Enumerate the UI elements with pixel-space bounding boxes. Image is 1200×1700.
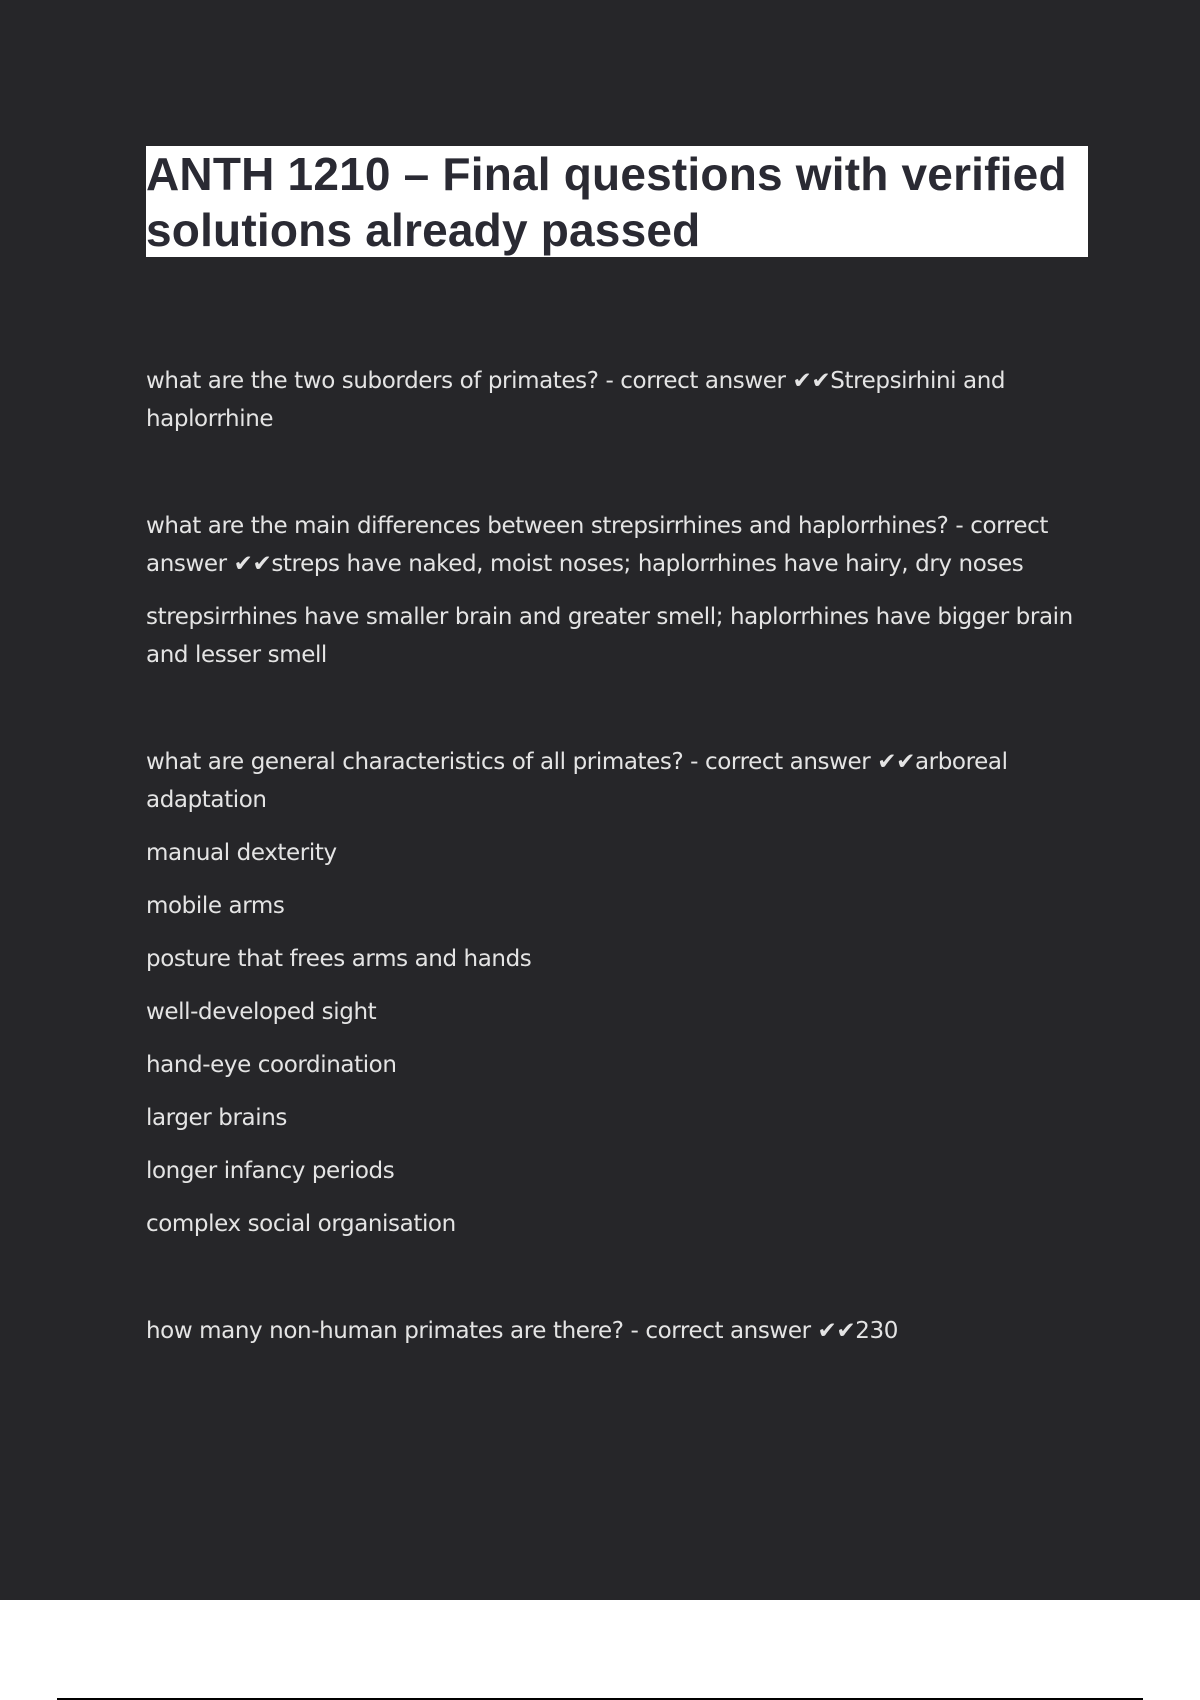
paragraph-gap <box>146 583 1092 598</box>
title-box <box>146 146 1088 257</box>
answer-list-item: well-developed sight <box>146 999 377 1025</box>
document-title: ANTH 1210 – Final questions with verified solutions already passed <box>146 148 1067 256</box>
section-gap <box>146 1243 1092 1312</box>
section-gap <box>146 438 1092 507</box>
qa-answer-continuation: strepsirrhines have smaller brain and greater smell; haplorrhines have bigger brain and lesser smell <box>146 604 1073 668</box>
qa-item-2 <box>146 507 1092 674</box>
answer-list-item: manual dexterity <box>146 840 337 866</box>
answer-list-item: hand-eye coordination <box>146 1052 397 1078</box>
answer-list-item: posture that frees arms and hands <box>146 946 532 972</box>
answer-list-item: mobile arms <box>146 893 285 919</box>
qa-question-answer: how many non-human primates are there? - correct answer ✔✔230 <box>146 1318 898 1344</box>
qa-item-4 <box>146 1312 1092 1350</box>
qa-item-1 <box>146 362 1092 438</box>
qa-question-answer: what are the main differences between strepsirrhines and haplorrhines? - correct answer ✔✔streps have naked, moist noses; haplorrhines have hairy, dry noses <box>146 513 1048 577</box>
qa-question-answer: what are general characteristics of all primates? - correct answer ✔✔arboreal adaptation <box>146 749 1008 813</box>
answer-list-item: larger brains <box>146 1105 287 1131</box>
qa-item-3 <box>146 743 1092 1243</box>
section-gap <box>146 674 1092 743</box>
answer-list-item: longer infancy periods <box>146 1158 395 1184</box>
answer-list-item: complex social organisation <box>146 1211 456 1237</box>
document-content <box>146 362 1092 1350</box>
qa-question-answer: what are the two suborders of primates? - correct answer ✔✔Strepsirhini and haplorrhine <box>146 368 1006 432</box>
